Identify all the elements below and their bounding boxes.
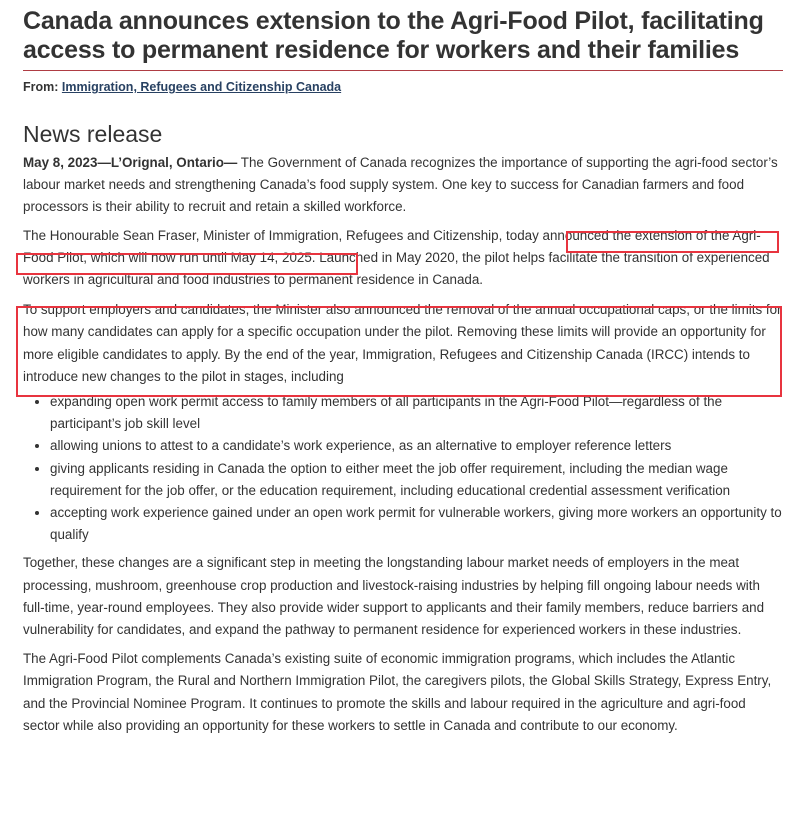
paragraph-impact: Together, these changes are a significant step in meeting the longstanding labour market needs of employers in the meat processing, mushroom, greenhouse crop production and livestock-raising industries by helping fill ongoing labour needs with full-time, year-round employees. They also provide wider support to applicants and their family members, reduce barriers and vulnerability for candidates, and expand the pathway to permanent residence for experienced workers in these industries. [23, 555, 765, 638]
department-link[interactable]: Immigration, Refugees and Citizenship Canada [61, 80, 342, 94]
list-item: • giving applicants residing in Canada the option to either meet the job offer requirement, including the median wage requirement for the job offer, or the education requirement, including educational credential assessment verification [50, 458, 783, 502]
list-item: • expanding open work permit access to family members of all participants in the Agri-Food Pilot—regardless of the participant’s job skill level [50, 391, 783, 435]
dateline: May 8, 2023—L’Orignal, Ontario— [23, 155, 238, 170]
title-divider [23, 70, 783, 71]
announcement-highlight: announced the extension of the Agri-Food Pilot, which will now run until May 14, 2025 [23, 227, 761, 265]
page-title: Canada announces extension to the Agri-Food Pilot, facilitating access to permanent residence for workers and their families [23, 7, 764, 64]
list-item: • allowing unions to attest to a candidate’s work experience, as an alternative to employer reference letters [50, 435, 783, 457]
paragraph-intro [23, 152, 783, 219]
paragraph-changes: To support employers and candidates, the Minister also announced the removal of the annual occupational caps, or the limits for how many candidates can apply for a specific occupation under the pilot. Removing these limits will provide an opportunity for more eligible candidates to apply. By the end of the year, Immigration, Refugees and Citizenship Canada (IRCC) intends to introduce new changes to the pilot in stages, including [23, 302, 782, 384]
paragraph-announcement [23, 225, 783, 292]
from-line [23, 79, 783, 95]
paragraph-programs: The Agri-Food Pilot complements Canada’s existing suite of economic immigration programs, which includes the Atlantic Immigration Program, the Rural and Northern Immigration Pilot, the caregivers pilots, the Global Skills Strategy, Express Entry, and the Provincial Nominee Program. It continues to promote the skills and labour required in the agriculture and agri-food sector while also providing an opportunity for these workers to settle in Canada and contribute to our economy. [23, 651, 772, 733]
list-item: • accepting work experience gained under an open work permit for vulnerable workers, giving more workers an opportunity to qualify [50, 502, 783, 546]
changes-list [23, 391, 783, 546]
announcement-text-before: The Honourable Sean Fraser, Minister of Immigration, Refugees and Citizenship, today [23, 227, 543, 243]
from-label: From: [23, 80, 59, 94]
section-heading: News release [23, 121, 163, 147]
announcement-text-after: . Launched in May 2020, the pilot helps facilitate the transition of experienced workers in agricultural and food industries to permanent residence in Canada. [23, 249, 770, 288]
intro-text: The Government of Canada recognizes the importance of supporting the agri-food sector’s labour market needs and strengthening Canada’s food supply system. One key to success for Canadian farmers and food processors is their ability to recruit and retain a skilled workforce. [23, 155, 778, 215]
